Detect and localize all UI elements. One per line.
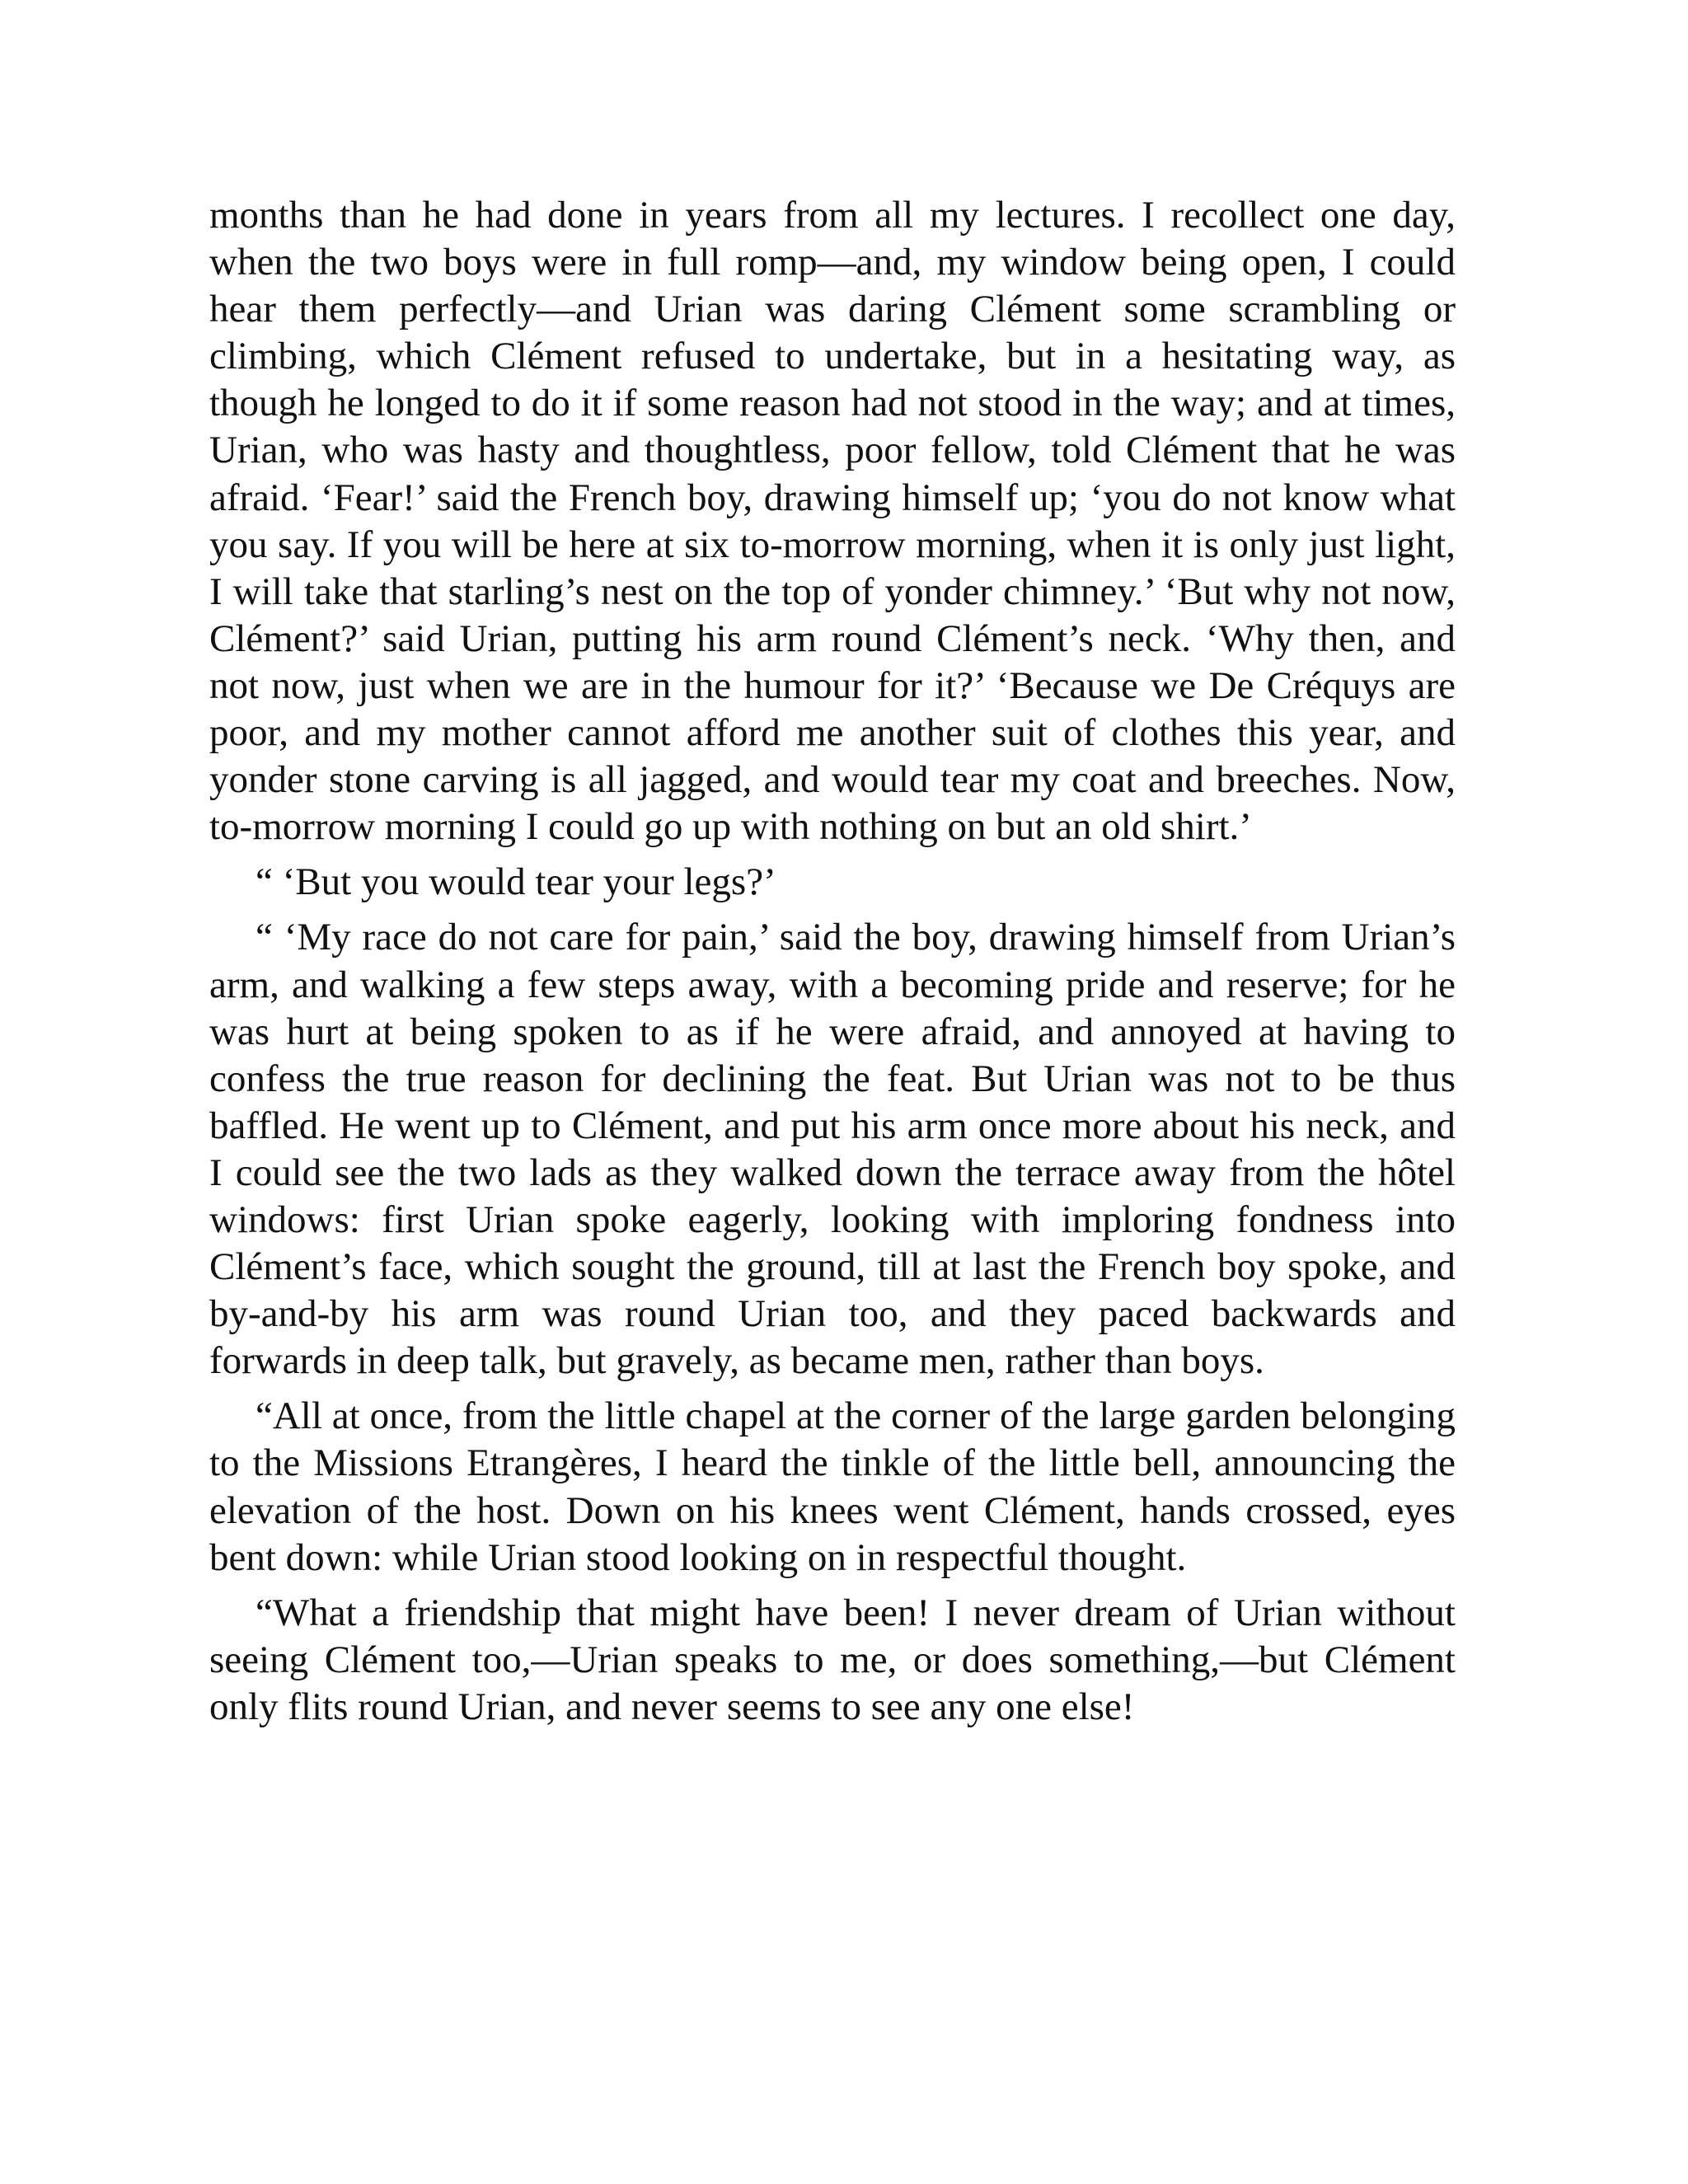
paragraph: “ ‘But you would tear your legs?’ bbox=[256, 860, 776, 904]
paragraph: “All at once, from the little chapel at the corner of the large garden belonging to the Missions Etrangères, I heard the tinkle of the little bell, announcing the elevation of the host. Down on his knees went Clément, hands crossed, eyes bent down: while Urian stood looking on in respectful thought. bbox=[209, 1394, 1456, 1579]
paragraph: “ ‘My race do not care for pain,’ said the boy, drawing himself from Urian’s arm, and walking a few steps away, with a becoming pride and reserve; for he was hurt at being spoken to as if he were afraid, and annoyed at having to confess the true reason for declining the feat. But Urian was not to be thus baffled. He went up to Clément, and put his arm once more about his neck, and I could see the two lads as they walked down the terrace away from the hôtel windows: first Urian spoke eagerly, looking with imploring fondness into Clément’s face, which sought the ground, till at last the French boy spoke, and by-and-by his arm was round Urian too, and they paced backwards and forwards in deep talk, but gravely, as became men, rather than boys. bbox=[209, 916, 1456, 1383]
page-body bbox=[209, 192, 1456, 1739]
paragraph: “What a friendship that might have been! I never dream of Urian without seeing Clément too,—Urian speaks to me, or does something,—but Clément only flits round Urian, and never seems to see any one else! bbox=[209, 1591, 1456, 1728]
paragraph: months than he had done in years from all my lectures. I recollect one day, when the two boys were in full romp—and, my window being open, I could hear them perfectly—and Urian was daring Clément some scrambling or climbing, which Clément refused to undertake, but in a hesitating way, as though he longed to do it if some reason had not stood in the way; and at times, Urian, who was hasty and thoughtless, poor fellow, told Clément that he was afraid. ‘Fear!’ said the French boy, drawing himself up; ‘you do not know what you say. If you will be here at six to-morrow morning, when it is only just light, I will take that starling’s nest on the top of yonder chimney.’ ‘But why not now, Clément?’ said Urian, putting his arm round Clément’s neck. ‘Why then, and not now, just when we are in the humour for it?’ ‘Because we De Créquys are poor, and my mother cannot afford me another suit of clothes this year, and yonder stone carving is all jagged, and would tear my coat and breeches. Now, to-morrow morning I could go up with nothing on but an old shirt.’ bbox=[209, 194, 1456, 849]
